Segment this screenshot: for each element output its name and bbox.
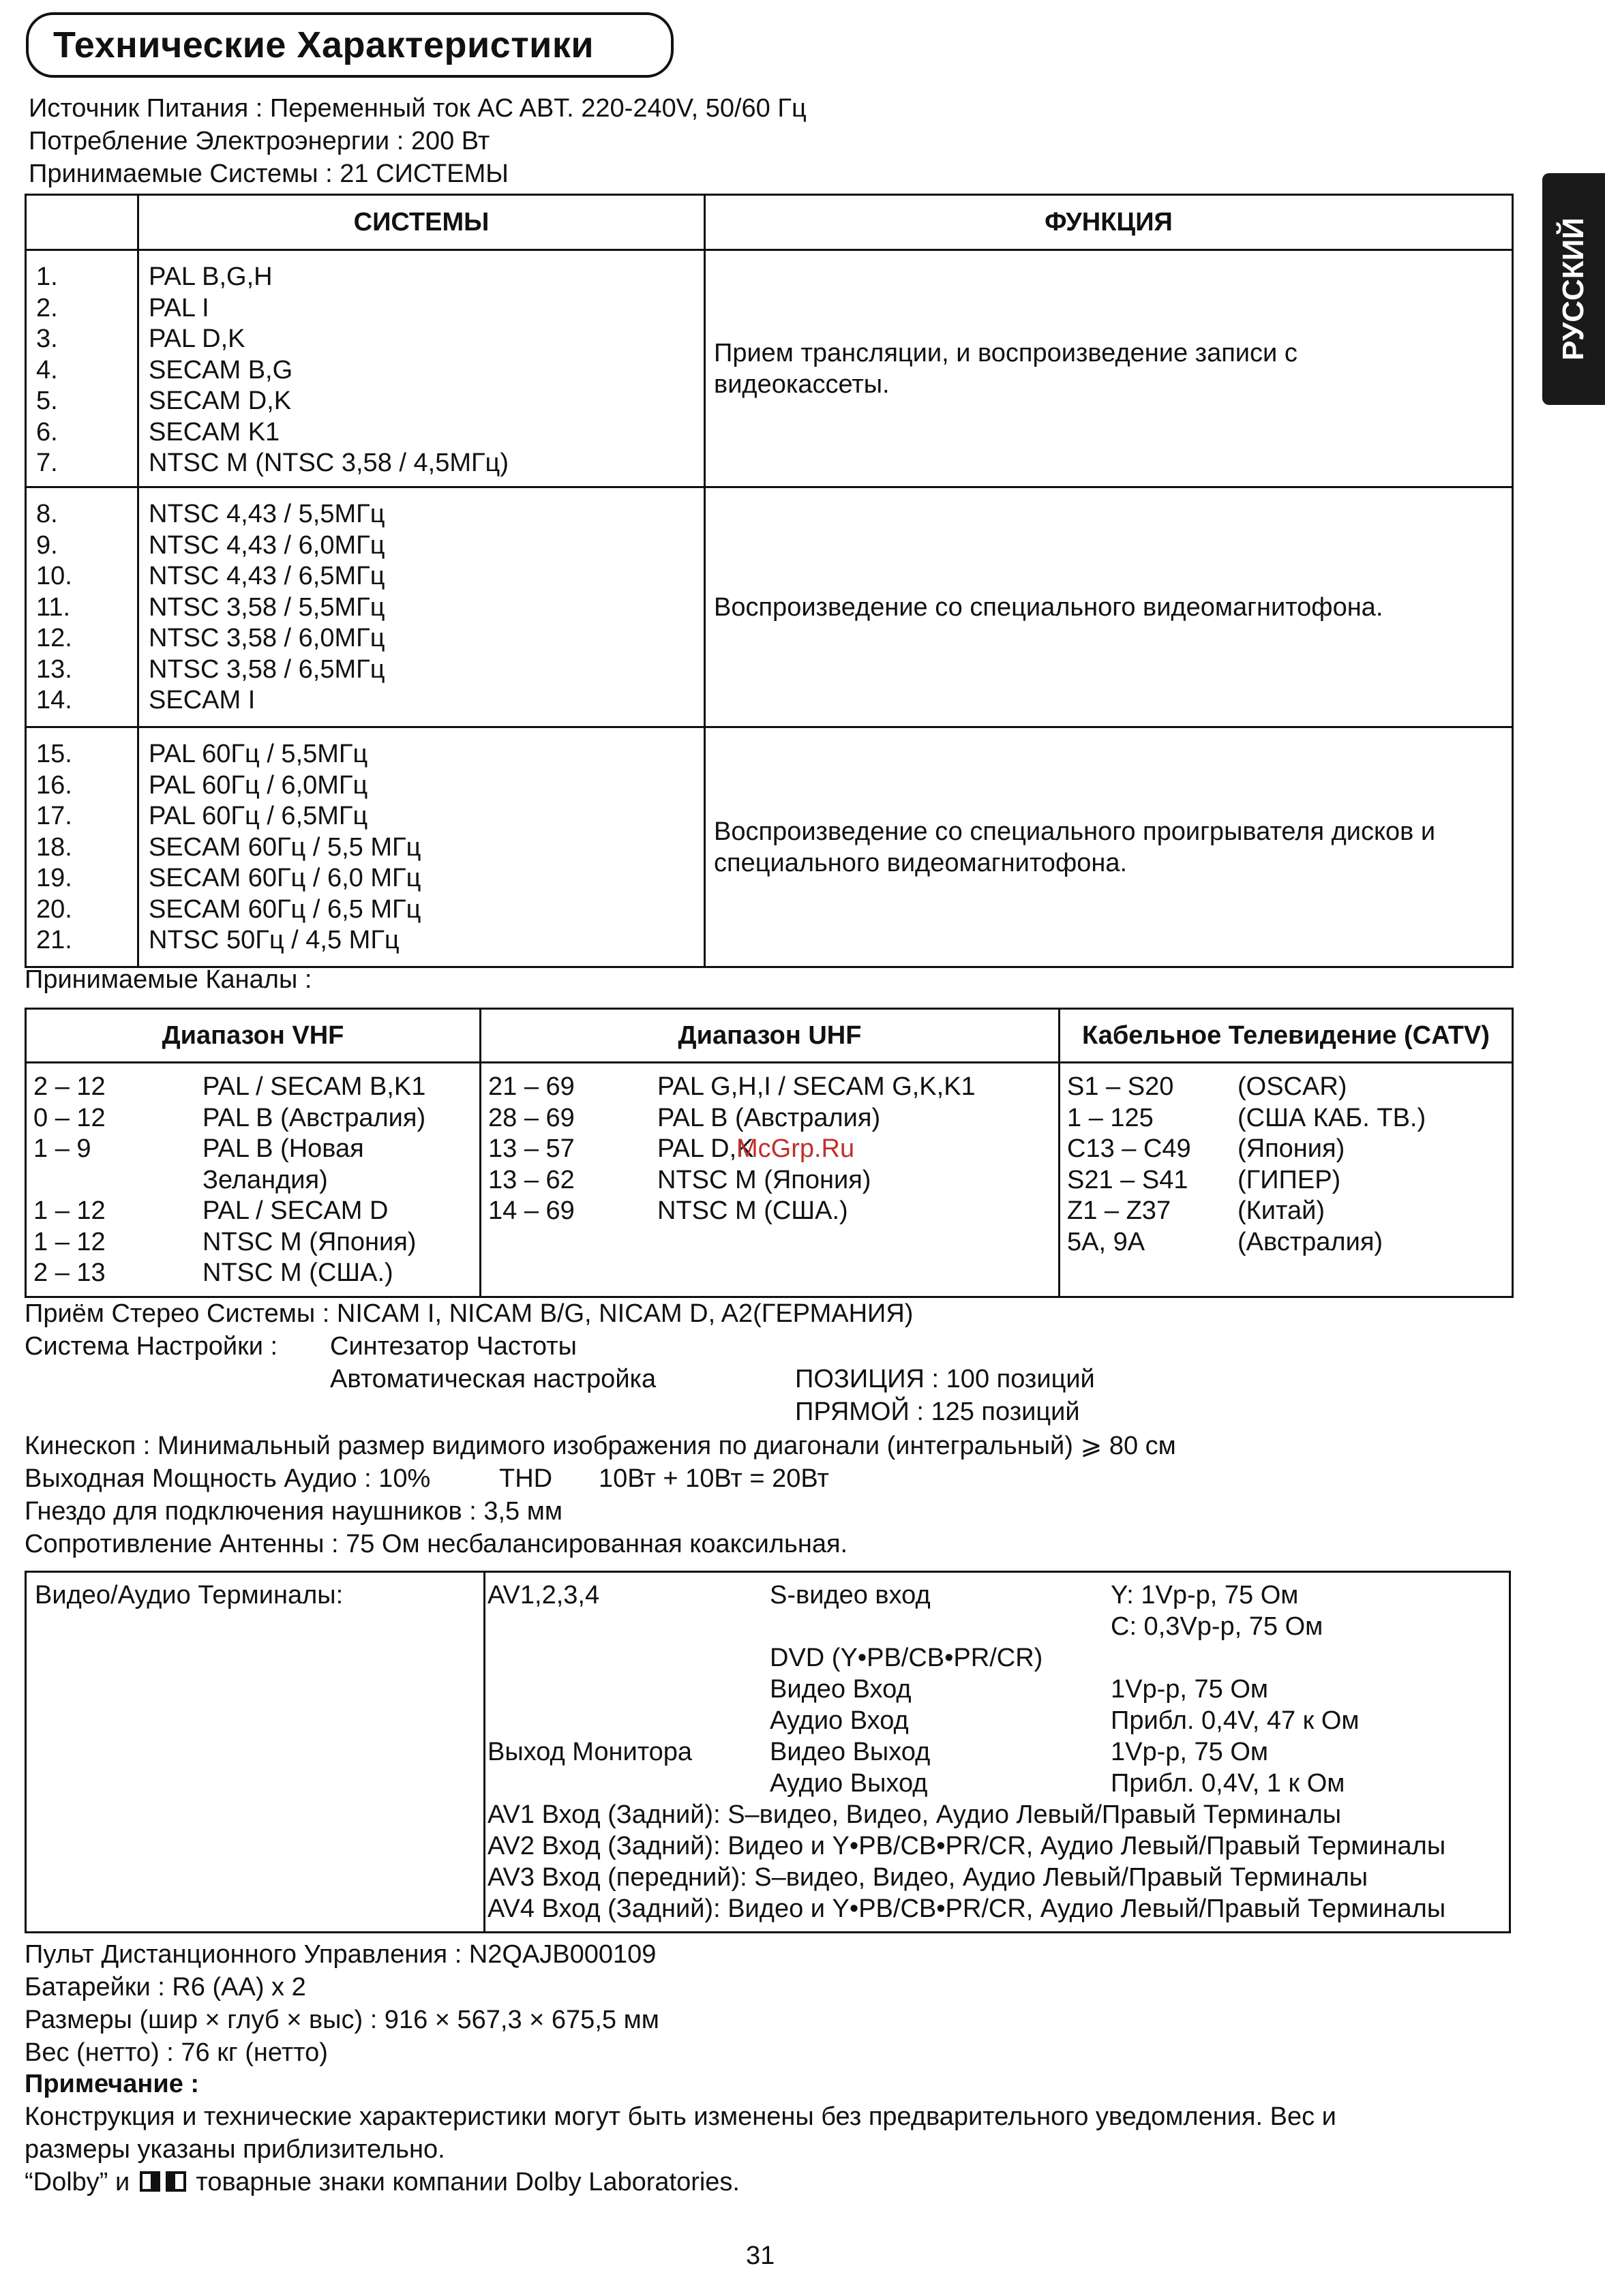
- note-line: размеры указаны приблизительно.: [25, 2135, 445, 2164]
- remote-control: Пульт Дистанционного Управления : N2QAJB000109: [25, 1940, 657, 1969]
- group-numbers: 1. 2. 3. 4. 5. 6. 7.: [26, 250, 138, 487]
- tuning-value: Синтезатор Частоты: [330, 1332, 577, 1361]
- av-row-value: Y: 1Vp-p, 75 Ом: [1111, 1581, 1299, 1610]
- vhf-cell: [26, 1063, 481, 1297]
- audio-output-thd: THD: [499, 1464, 553, 1493]
- group-systems: PAL 60Гц / 5,5МГц PAL 60Гц / 6,0МГц PAL 60Гц / 6,5МГц SECAM 60Гц / 5,5 МГц SECAM 60Гц / 6,0 МГц SECAM 60Гц / 6,5 МГц NTSC 50Гц / 4,5 МГц: [138, 727, 705, 967]
- audio-output-value: 10Вт + 10Вт = 20Вт: [599, 1464, 829, 1493]
- systems-group-row: [26, 487, 1513, 727]
- av-row-value: 1Vp-p, 75 Ом: [1111, 1738, 1269, 1766]
- catv-cell: [1060, 1063, 1513, 1297]
- group-numbers: 8. 9. 10. 11. 12. 13. 14.: [26, 487, 138, 727]
- dolby-logo-icon: [140, 2171, 160, 2192]
- weight: Вес (нетто) : 76 кг (нетто): [25, 2038, 328, 2067]
- list-item: 1 – 12 NTSC M (Япония): [33, 1227, 417, 1256]
- headphone-jack: Гнездо для подключения наушников : 3,5 мм: [25, 1497, 562, 1526]
- antenna-impedance: Сопротивление Антенны : 75 Ом несбалансированная коаксильная.: [25, 1530, 848, 1558]
- group-function: Прием трансляции, и воспроизведение записи с видеокассеты.: [705, 250, 1513, 487]
- list-item: Зеландия): [202, 1165, 328, 1194]
- header-number-cell: [26, 195, 138, 250]
- dolby-trademark: “Dolby” и товарные знаки компании Dolby Laboratories.: [25, 2168, 740, 2196]
- group-function: Воспроизведение со специального проигрывателя дисков и специального видеомагнитофона.: [705, 727, 1513, 967]
- av-input-line: AV2 Вход (Задний): Видео и Y•PB/CB•PR/CR, Аудио Левый/Правый Терминалы: [487, 1832, 1446, 1860]
- header-function: ФУНКЦИЯ: [705, 195, 1513, 250]
- av-row-value: Прибл. 0,4V, 47 к Ом: [1111, 1706, 1360, 1735]
- batteries: Батарейки : R6 (AA) x 2: [25, 1973, 306, 2002]
- av-row-label: Видео Выход: [770, 1738, 931, 1766]
- header-systems: СИСТЕМЫ: [138, 195, 705, 250]
- channels-data-row: [26, 1063, 1513, 1297]
- list-item: 2 – 13 NTSC M (США.): [33, 1258, 393, 1287]
- av-row-value: C: 0,3Vp-p, 75 Ом: [1111, 1612, 1323, 1641]
- channels-label: Принимаемые Каналы :: [25, 965, 312, 994]
- av-row-value: Прибл. 0,4V, 1 к Ом: [1111, 1769, 1345, 1798]
- power-consumption: Потребление Электроэнергии : 200 Вт: [29, 127, 490, 155]
- av-row-label: Аудио Вход: [770, 1706, 909, 1735]
- list-item: Z1 – Z37 (Китай): [1067, 1196, 1325, 1225]
- dimensions: Размеры (шир × глуб × выс) : 916 × 567,3 × 675,5 мм: [25, 2006, 659, 2034]
- list-item: 5A, 9A (Австралия): [1067, 1227, 1383, 1256]
- position-count: ПОЗИЦИЯ : 100 позиций: [795, 1365, 1095, 1393]
- supported-systems: Принимаемые Системы : 21 СИСТЕМЫ: [29, 160, 509, 188]
- list-item: 13 – 57 PAL D,K: [488, 1134, 754, 1163]
- av-input-line: AV1 Вход (Задний): S–видео, Видео, Аудио Левый/Правый Терминалы: [487, 1800, 1342, 1829]
- av-terminals-label: Видео/Аудио Терминалы:: [35, 1581, 344, 1610]
- av-terminals-box: [25, 1571, 1511, 1933]
- av-divider: [483, 1573, 485, 1931]
- list-item: 1 – 125 (США КАБ. ТВ.): [1067, 1103, 1426, 1132]
- group-systems: NTSC 4,43 / 5,5МГц NTSC 4,43 / 6,0МГц NTSC 4,43 / 6,5МГц NTSC 3,58 / 5,5МГц NTSC 3,58 / 6,0МГц NTSC 3,58 / 6,5МГц SECAM I: [138, 487, 705, 727]
- watermark-text: McGrp.Ru: [736, 1134, 855, 1163]
- list-item: 14 – 69 NTSC M (США.): [488, 1196, 848, 1225]
- page-title: Технические Характеристики: [26, 12, 674, 78]
- group-function: Воспроизведение со специального видеомагнитофона.: [705, 487, 1513, 727]
- av-row-label: DVD (Y•PB/CB•PR/CR): [770, 1644, 1043, 1672]
- av-row-label: Аудио Выход: [770, 1769, 928, 1798]
- list-item: S1 – S20 (OSCAR): [1067, 1072, 1347, 1101]
- group-systems: PAL B,G,H PAL I PAL D,K SECAM B,G SECAM D,K SECAM K1 NTSC M (NTSC 3,58 / 4,5МГц): [138, 250, 705, 487]
- av-row-label: S-видео вход: [770, 1581, 931, 1610]
- list-item: 0 – 12 PAL B (Австралия): [33, 1103, 426, 1132]
- auto-tuning: Автоматическая настройка: [330, 1365, 657, 1393]
- list-item: S21 – S41 (ГИПЕР): [1067, 1165, 1341, 1194]
- av-row-label: Видео Вход: [770, 1675, 912, 1704]
- av-group: AV1,2,3,4: [487, 1581, 600, 1610]
- uhf-cell: [481, 1063, 1060, 1297]
- header-vhf: Диапазон VHF: [26, 1009, 481, 1063]
- audio-output-label: Выходная Мощность Аудио : 10%: [25, 1464, 431, 1493]
- channels-table-header: [26, 1009, 1513, 1063]
- systems-group-row: [26, 250, 1513, 487]
- list-item: 2 – 12 PAL / SECAM B,K1: [33, 1072, 426, 1101]
- dolby-logo-icon: [166, 2171, 186, 2192]
- group-numbers: 15. 16. 17. 18. 19. 20. 21.: [26, 727, 138, 967]
- list-item: 13 – 62 NTSC M (Япония): [488, 1165, 871, 1194]
- tuning-label: Система Настройки :: [25, 1332, 278, 1361]
- monitor-output-label: Выход Монитора: [487, 1738, 693, 1766]
- systems-group-row: [26, 727, 1513, 967]
- stereo-system: Приём Стерео Системы : NICAM I, NICAM B/G, NICAM D, A2(ГЕРМАНИЯ): [25, 1299, 914, 1328]
- av-input-line: AV3 Вход (передний): S–видео, Видео, Аудио Левый/Правый Терминалы: [487, 1863, 1368, 1892]
- list-item: C13 – C49 (Япония): [1067, 1134, 1345, 1163]
- direct-count: ПРЯМОЙ : 125 позиций: [795, 1398, 1080, 1426]
- list-item: 1 – 12 PAL / SECAM D: [33, 1196, 389, 1225]
- systems-table-header: [26, 195, 1513, 250]
- header-uhf: Диапазон UHF: [481, 1009, 1060, 1063]
- language-tab: РУССКИЙ: [1542, 173, 1605, 405]
- crt-spec: Кинескоп : Минимальный размер видимого изображения по диагонали (интегральный) ⩾ 80 см: [25, 1432, 1176, 1460]
- power-source: Источник Питания : Переменный ток AC ABT. 220-240V, 50/60 Гц: [29, 94, 807, 123]
- list-item: 28 – 69 PAL B (Австралия): [488, 1103, 881, 1132]
- list-item: 21 – 69 PAL G,H,I / SECAM G,K,K1: [488, 1072, 976, 1101]
- note-title: Примечание :: [25, 2070, 200, 2098]
- header-catv: Кабельное Телевидение (CATV): [1060, 1009, 1513, 1063]
- list-item: 1 – 9 PAL B (Новая: [33, 1134, 364, 1163]
- av-input-line: AV4 Вход (Задний): Видео и Y•PB/CB•PR/CR, Аудио Левый/Правый Терминалы: [487, 1894, 1446, 1923]
- page-number: 31: [746, 2241, 775, 2270]
- note-line: Конструкция и технические характеристики могут быть изменены без предварительного уведомления. Вес и: [25, 2102, 1336, 2131]
- systems-table: [25, 194, 1514, 968]
- av-row-value: 1Vp-p, 75 Ом: [1111, 1675, 1269, 1704]
